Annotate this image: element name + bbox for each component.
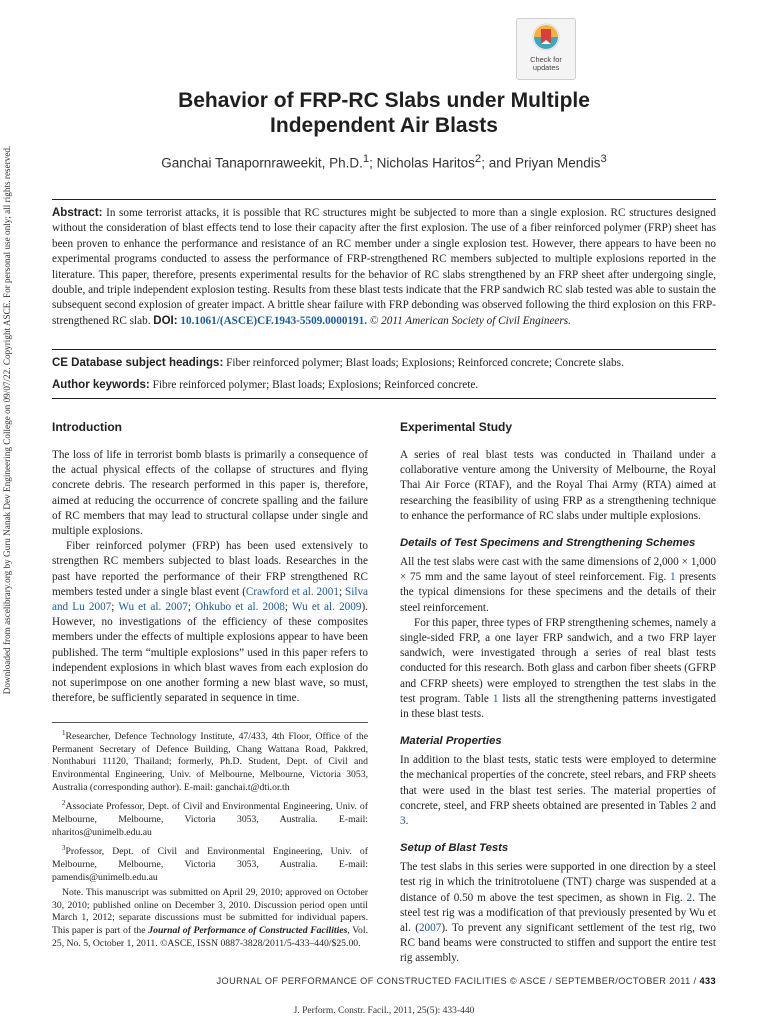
title-line1: Behavior of FRP-RC Slabs under Multiple [178,89,590,112]
abstract-text: In some terrorist attacks, it is possible that RC structures might be subjected to more than a single explosion. RC structures designed without the consideration of blast effects tend to lose their capacity after the first explosion. The use of a fiber reinforced polymer (FRP) sheet has been proven to enhance the performance and resistance of an RC member under a single explosion test. However, there appears to have been no experimental programs conducted to assess the performance of FRP-strengthened RC members subjected to multiple explosions reported in the literature. This paper, therefore, presents experimental results for the behavior of RC slabs strengthened by an FRP sheet after undergoing single, double, and triple independent explosion testing. Results from these blast tests indicate that the FRP sandwich RC slab tested was able to sustain the subsequent second explosion of greater impact. A brittle shear failure with FRP debonding was observed following the third explosion on this FRP-strengthened RC slab. [52,207,716,327]
author-1-affil: 1 [362,153,370,165]
ref-ohkubo-2008[interactable]: Ohkubo et al. 2008 [195,601,285,614]
introduction-heading: Introduction [52,420,122,434]
crossmark-icon [531,22,561,56]
ref-silva-2007[interactable]: Silva and Lu 2007 [52,585,368,614]
footnote-1: $^1$Researcher, Defence Technology Institute, 47/433, 4th Floor, Office of the Permanent Secretary of Defence Building, Chang Wattana Road, Pakkred, Nonthaburi 11120, Thailand; formerly, Ph.D. Student, Dept. of Civil and Environmental Engineering, Univ. of Melbourne, Melbourne, Victoria 3053, Australia (corresponding author). E-mail: ganchai.t@dti.or.th [52,729,368,793]
badge-line1: Check for [530,55,562,64]
subject-headings-label: CE Database subject headings: [52,357,224,369]
fig-2-link[interactable]: 2 [686,891,693,904]
intro-paragraph-2: Fiber reinforced polymer (FRP) has been used extensively to strengthen RC members subjected to blast loads. Researches in the past have reported the performance of their FRP strengthened RC members tested under a single blast event (Crawford et al. 2001; Silva and Lu 2007; Wu et al. 2007; Ohkubo et al. 2008; Wu et al. 2009). However, no investigations of the efficiency of these composites members under the effects of multiple explosions appear to have been published. The term “multiple explosions” used in this paper refers to independent explosions in which blast waves from each explosion do not superimpose on one another forming a new blast wave, so must, therefore, be sufficiently separated in sequence in time. [52,540,368,705]
table-1-link[interactable]: 1 [492,692,499,705]
author-3: ; and Priyan Mendis [481,155,601,171]
check-for-updates-badge[interactable] [516,18,576,80]
journal-footer: JOURNAL OF PERFORMANCE OF CONSTRUCTED FACILITIES © ASCE / SEPTEMBER/OCTOBER 2011 / 433 [216,976,716,986]
footnote-3: $^3$Professor, Dept. of Civil and Environmental Engineering, Univ. of Melbourne, Melbourne, Victoria 3053, Australia. E-mail: pamendis@unimelb.edu.au [52,844,368,883]
title-line2: Independent Air Blasts [270,114,498,137]
submission-note: Note. This manuscript was submitted on April 29, 2010; approved on October 30, 2010; published online on December 3, 2010. Discussion period open until March 1, 2012; separate discussions must be submitted for individual papers. This paper is part of the Journal of Performance of Constructed Facilities, Vol. 25, No. 5, October 1, 2011. ©ASCE, ISSN 0887-3828/2011/5-433–440/$25.00. [52,887,368,949]
footnotes [52,722,368,953]
author-keywords [52,378,716,392]
doi-label: DOI: [153,314,178,327]
specimens-paragraph-1: All the test slabs were cast with the same dimensions of 2,000 × 1,000 × 75 mm and the same layout of steel reinforcement. Fig. 1 presents the typical dimensions for these specimens and the details of their steel reinforcement. [400,556,716,614]
material-paragraph: In addition to the blast tests, static tests were employed to determine the mechanical properties of the concrete, steel rebars, and FRP sheets that were used in the blast test series. The material properties of concrete, steel, and FRP sheets obtained are presented in Tables 2 and 3. [400,754,716,828]
author-list [52,153,716,171]
citation-footer: J. Perform. Constr. Facil., 2011, 25(5): 433-440 [293,1006,475,1016]
author-2-affil: 2 [474,153,482,165]
paper-title [52,88,716,138]
fig-1-link[interactable]: 1 [669,571,676,584]
specimens-paragraph-2: For this paper, three types of FRP strengthening schemes, namely a single-sided FRP, a one layer FRP sandwich, and a two FRP layer sandwich, were investigated through a series of real blast tests conducted for this research. Both glass and carbon fiber sheets (GFRP and CFRP sheets) were employed to strengthen the test slabs in the test program. Table 1 lists all the strengthening patterns investigated in these blast tests. [400,616,716,721]
footnote-2: $^2$Associate Professor, Dept. of Civil and Environmental Engineering, Univ. of Melbourne, Melbourne, Victoria 3053, Australia. E-mail: nharitos@unimelb.edu.au [52,799,368,838]
ref-wu-2007[interactable]: Wu et al. 2007 [118,601,188,614]
ref-crawford-2001[interactable]: Crawford et al. 2001 [245,585,339,598]
table-2-link[interactable]: 2 [691,799,697,812]
abstract-label: Abstract: [52,207,103,219]
subject-headings [52,356,716,370]
left-column [52,420,368,706]
ref-wu-2007-year[interactable]: 2007 [418,922,442,935]
badge-line2: updates [532,63,560,72]
author-1: Ganchai Tanapornraweekit, Ph.D. [161,155,363,171]
copyright: © 2011 American Society of Civil Engineers. [369,314,571,327]
author-3-affil: 3 [600,153,607,165]
doi-link[interactable]: 10.1061/(ASCE)CF.1943-5509.0000191. [180,314,368,327]
author-2: ; Nicholas Haritos [369,155,475,171]
top-rule [52,199,716,200]
author-keywords-label: Author keywords: [52,379,150,391]
blast-setup-heading: Setup of Blast Tests [400,842,509,855]
right-column [400,420,716,967]
material-properties-heading: Material Properties [400,735,502,748]
intro-paragraph-1: The loss of life in terrorist bomb blasts is primarily a consequence of the actual physical effects of the collapse of structures and flying concrete debris. The research performed in this paper is, therefore, aimed at reducing the occurrence of concrete spalling and the failure of RC members that may lead to structural collapse under single and multiple explosions. [52,449,368,538]
keywords-rule [52,398,716,399]
experimental-paragraph-1: A series of real blast tests was conducted in Thailand under a collaborative venture among the University of Melbourne, the Royal Thai Air Force (RTAF), and the Royal Thai Army (RTA) aimed at researching the feasibility of using FRP as a strengthening technique to enhance the performance of RC slabs under multiple explosions. [400,449,716,522]
experimental-study-heading: Experimental Study [400,420,513,434]
abstract [52,206,716,329]
table-3-link[interactable]: 3 [400,815,406,828]
ref-wu-2009[interactable]: Wu et al. 2009 [291,601,362,614]
author-keywords-text: Fibre reinforced polymer; Blast loads; Explosions; Reinforced concrete. [152,379,479,391]
page-number: 433 [699,976,716,986]
abstract-rule [52,349,716,350]
setup-paragraph: The test slabs in this series were supported in one direction by a steel test rig in which the trinitrotoluene (TNT) charge was suspended at a distance of 0.50 m above the test specimen, as shown in Fig. 2. The steel test rig was a modification of that previously presented by Wu et al. (2007). To prevent any significant settlement of the test rig, two RC band beams were constructed to stiffen and support the entire test rig assembly. [400,861,716,965]
test-specimens-heading: Details of Test Specimens and Strengthening Schemes [400,537,696,550]
download-notice: Downloaded from ascelibrary.org by Guru Nanak Dev Engineering College on 09/07/22. Copyright ASCE. For personal use only; all rights reserved. [2,145,12,695]
subject-headings-text: Fiber reinforced polymer; Blast loads; Explosions; Reinforced concrete; Concrete slabs. [226,357,624,369]
